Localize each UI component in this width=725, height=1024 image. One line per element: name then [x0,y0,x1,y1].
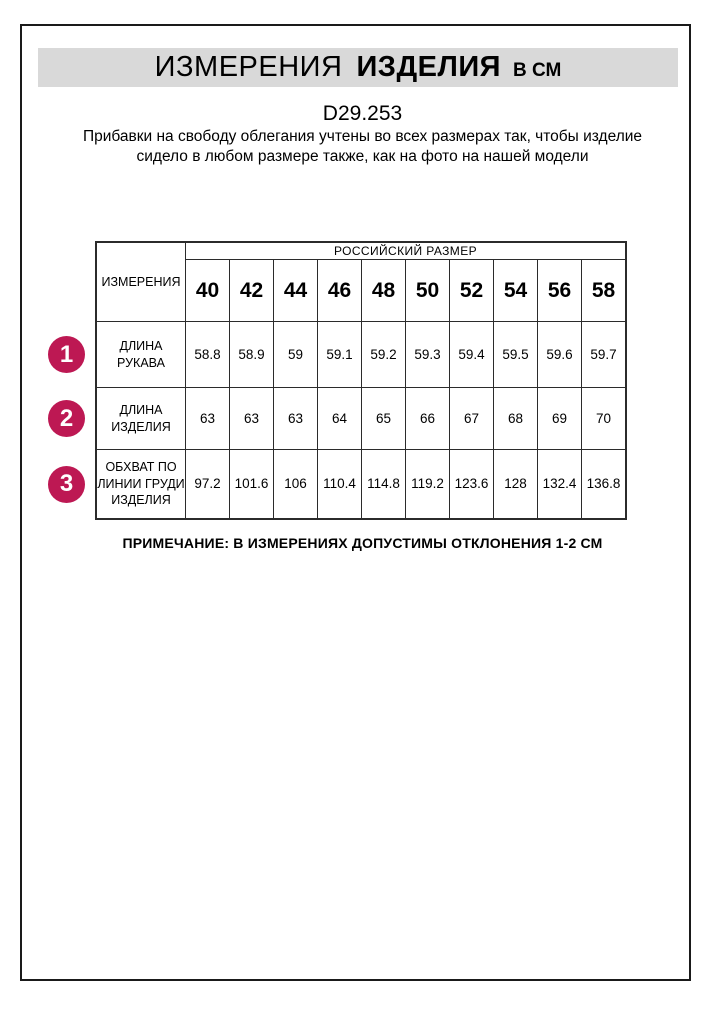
measurement-row [96,322,626,388]
size-column-header: 50 [406,260,450,322]
measurement-value: 66 [406,388,450,450]
measurement-value: 65 [362,388,406,450]
measurement-value: 114.8 [362,450,406,519]
size-column-header: 54 [494,260,538,322]
measurement-value: 64 [318,388,362,450]
russian-size-group-header: РОССИЙСКИЙ РАЗМЕР [186,242,627,260]
size-column-header: 46 [318,260,362,322]
row-number-badge: 2 [48,400,85,437]
measurement-value: 106 [274,450,318,519]
measurement-value: 63 [230,388,274,450]
measurement-value: 59.5 [494,322,538,388]
size-column-header: 52 [450,260,494,322]
measurement-value: 70 [582,388,627,450]
measurement-value: 128 [494,450,538,519]
size-column-header: 44 [274,260,318,322]
measurement-value: 63 [274,388,318,450]
page-title [155,51,562,84]
measurement-value: 59.7 [582,322,627,388]
measurement-value: 67 [450,388,494,450]
measurement-value: 101.6 [230,450,274,519]
measurement-value: 97.2 [186,450,230,519]
measurement-label: ДЛИНА РУКАВА [96,322,186,388]
title-units: В СМ [513,60,562,81]
product-code: D29.253 [322,102,403,125]
note-text: ПРИМЕЧАНИЕ: В ИЗМЕРЕНИЯХ ДОПУСТИМЫ ОТКЛОНЕНИЯ 1-2 СМ [122,535,603,551]
fit-description: Прибавки на свободу облегания учтены во всех размерах так, чтобы изделие сидело в любом размере также, как на фото на нашей модели [82,128,643,166]
measurement-value: 110.4 [318,450,362,519]
measurement-value: 59 [274,322,318,388]
measurement-value: 63 [186,388,230,450]
measurement-value: 59.1 [318,322,362,388]
measurement-value: 68 [494,388,538,450]
measurement-value: 123.6 [450,450,494,519]
row-number-badge: 1 [48,336,85,373]
measurement-value: 69 [538,388,582,450]
measurement-row [96,388,626,450]
size-column-header: 56 [538,260,582,322]
measurement-value: 59.2 [362,322,406,388]
measurement-value: 58.9 [230,322,274,388]
measurement-label: ДЛИНА ИЗДЕЛИЯ [96,388,186,450]
measurement-value: 58.8 [186,322,230,388]
measurement-value: 119.2 [406,450,450,519]
measurements-column-header: ИЗМЕРЕНИЯ [96,242,186,322]
size-column-header: 40 [186,260,230,322]
measurements-table-wrap [95,241,627,520]
measurement-value: 59.4 [450,322,494,388]
measurement-value: 132.4 [538,450,582,519]
measurement-label: ОБХВАТ ПО ЛИНИИ ГРУДИ ИЗДЕЛИЯ [96,450,186,519]
measurement-value: 136.8 [582,450,627,519]
measurement-value: 59.6 [538,322,582,388]
title-word-product: ИЗДЕЛИЯ [356,51,502,83]
measurement-value: 59.3 [406,322,450,388]
size-column-header: 48 [362,260,406,322]
row-number-badge: 3 [48,466,85,503]
size-column-header: 42 [230,260,274,322]
measurements-table [95,241,627,520]
page-title-bar [38,48,678,87]
measurement-row [96,450,626,519]
title-word-measurements: ИЗМЕРЕНИЯ [154,51,343,83]
size-column-header: 58 [582,260,627,322]
